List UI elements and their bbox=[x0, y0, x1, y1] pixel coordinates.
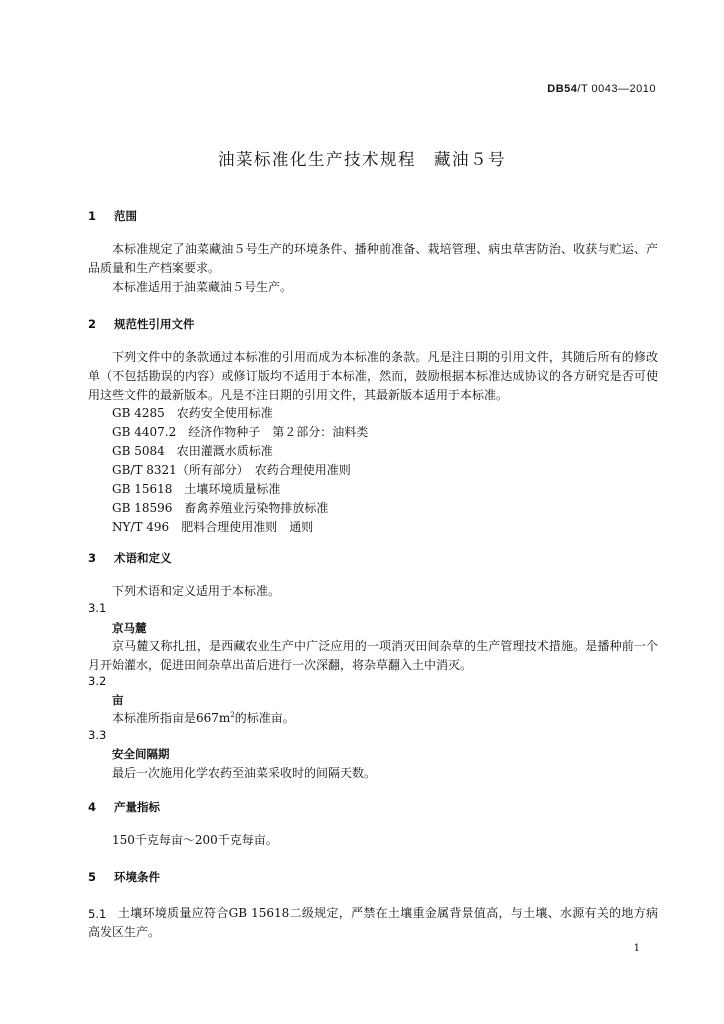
section-number: 4 bbox=[88, 800, 97, 814]
section-4-paragraph-1: 150千克每亩～200千克每亩。 bbox=[112, 833, 278, 847]
reference-item: GB 5084 农田灌溉水质标准 bbox=[112, 444, 273, 458]
page-number: 1 bbox=[633, 943, 640, 954]
standard-code-prefix: DB54 bbox=[547, 83, 578, 95]
section-title: 环境条件 bbox=[114, 870, 160, 884]
section-title: 规范性引用文件 bbox=[114, 317, 195, 331]
term-name: 京马麓 bbox=[112, 621, 147, 635]
reference-item: GB 4285 农药安全使用标准 bbox=[112, 406, 273, 420]
standard-code bbox=[547, 83, 656, 95]
section-3-intro: 下列术语和定义适用于本标准。 bbox=[112, 584, 281, 598]
term-number: 3.2 bbox=[88, 674, 107, 688]
section-number: 1 bbox=[88, 209, 97, 223]
standard-code-rest: /T 0043—2010 bbox=[577, 83, 656, 95]
superscript: 2 bbox=[230, 711, 235, 719]
term-number: 3.1 bbox=[88, 601, 107, 615]
term-definition-text: 本标准所指亩是667m bbox=[112, 711, 231, 725]
term-number: 3.3 bbox=[88, 728, 107, 742]
section-1-paragraph-2: 本标准适用于油菜藏油５号生产。 bbox=[112, 280, 293, 294]
reference-item: NY/T 496 肥料合理使用准则 通则 bbox=[112, 520, 314, 534]
section-4-heading bbox=[88, 799, 160, 815]
section-3-heading bbox=[88, 550, 172, 566]
section-2-heading bbox=[88, 316, 195, 332]
term-name: 亩 bbox=[112, 693, 124, 707]
section-title: 产量指标 bbox=[114, 800, 160, 814]
section-number: 3 bbox=[88, 551, 97, 565]
reference-item: GB 18596 畜禽养殖业污染物排放标准 bbox=[112, 501, 329, 515]
section-number: 5 bbox=[88, 870, 97, 884]
term-definition-text: 的标准亩。 bbox=[234, 711, 295, 725]
term-name: 安全间隔期 bbox=[112, 747, 170, 761]
section-5-heading bbox=[88, 869, 160, 885]
term-definition: 最后一次施用化学农药至油菜采收时的间隔天数。 bbox=[112, 766, 377, 780]
section-1-paragraph-1: 本标准规定了油菜藏油５号生产的环境条件、播种前准备、栽培管理、病虫草害防治、收获与贮运、产品质量和生产档案要求。 bbox=[88, 242, 658, 275]
term-definition bbox=[112, 709, 295, 726]
section-2-paragraph-1: 下列文件中的条款通过本标准的引用而成为本标准的条款。凡是注日期的引用文件，其随后所有的修改单（不包括勘误的内容）或修订版均不适用于本标准，然而，鼓励根据本标准达成协议的各方研究是否可使用这些文件的最新版本。凡是不注日期的引用文件，其最新版本适用于本标准。 bbox=[88, 350, 658, 402]
term-definition: 京马麓又称扎扭，是西藏农业生产中广泛应用的一项消灭田间杂草的生产管理技术措施。是播种前一个月开始灌水，促进田间杂草出苗后进行一次深翻，将杂草翻入土中消灭。 bbox=[88, 639, 658, 672]
section-title: 范围 bbox=[114, 209, 137, 223]
section-title: 术语和定义 bbox=[114, 551, 172, 565]
reference-item: GB/T 8321（所有部分） 农药合理使用准则 bbox=[112, 463, 351, 477]
reference-item: GB 4407.2 经济作物种子 第２部分：油料类 bbox=[112, 425, 369, 439]
reference-item: GB 15618 土壤环境质量标准 bbox=[112, 482, 281, 496]
section-1-heading bbox=[88, 208, 137, 224]
section-number: 2 bbox=[88, 317, 97, 331]
clause-number: 5.1 bbox=[88, 907, 107, 921]
section-5-paragraph-1: 土壤环境质量应符合GB 15618二级规定，严禁在土壤重金属背景值高，与土壤、水源有关的地方病高发区生产。 bbox=[88, 906, 658, 939]
document-title: 油菜标准化生产技术规程 藏油５号 bbox=[218, 150, 506, 169]
